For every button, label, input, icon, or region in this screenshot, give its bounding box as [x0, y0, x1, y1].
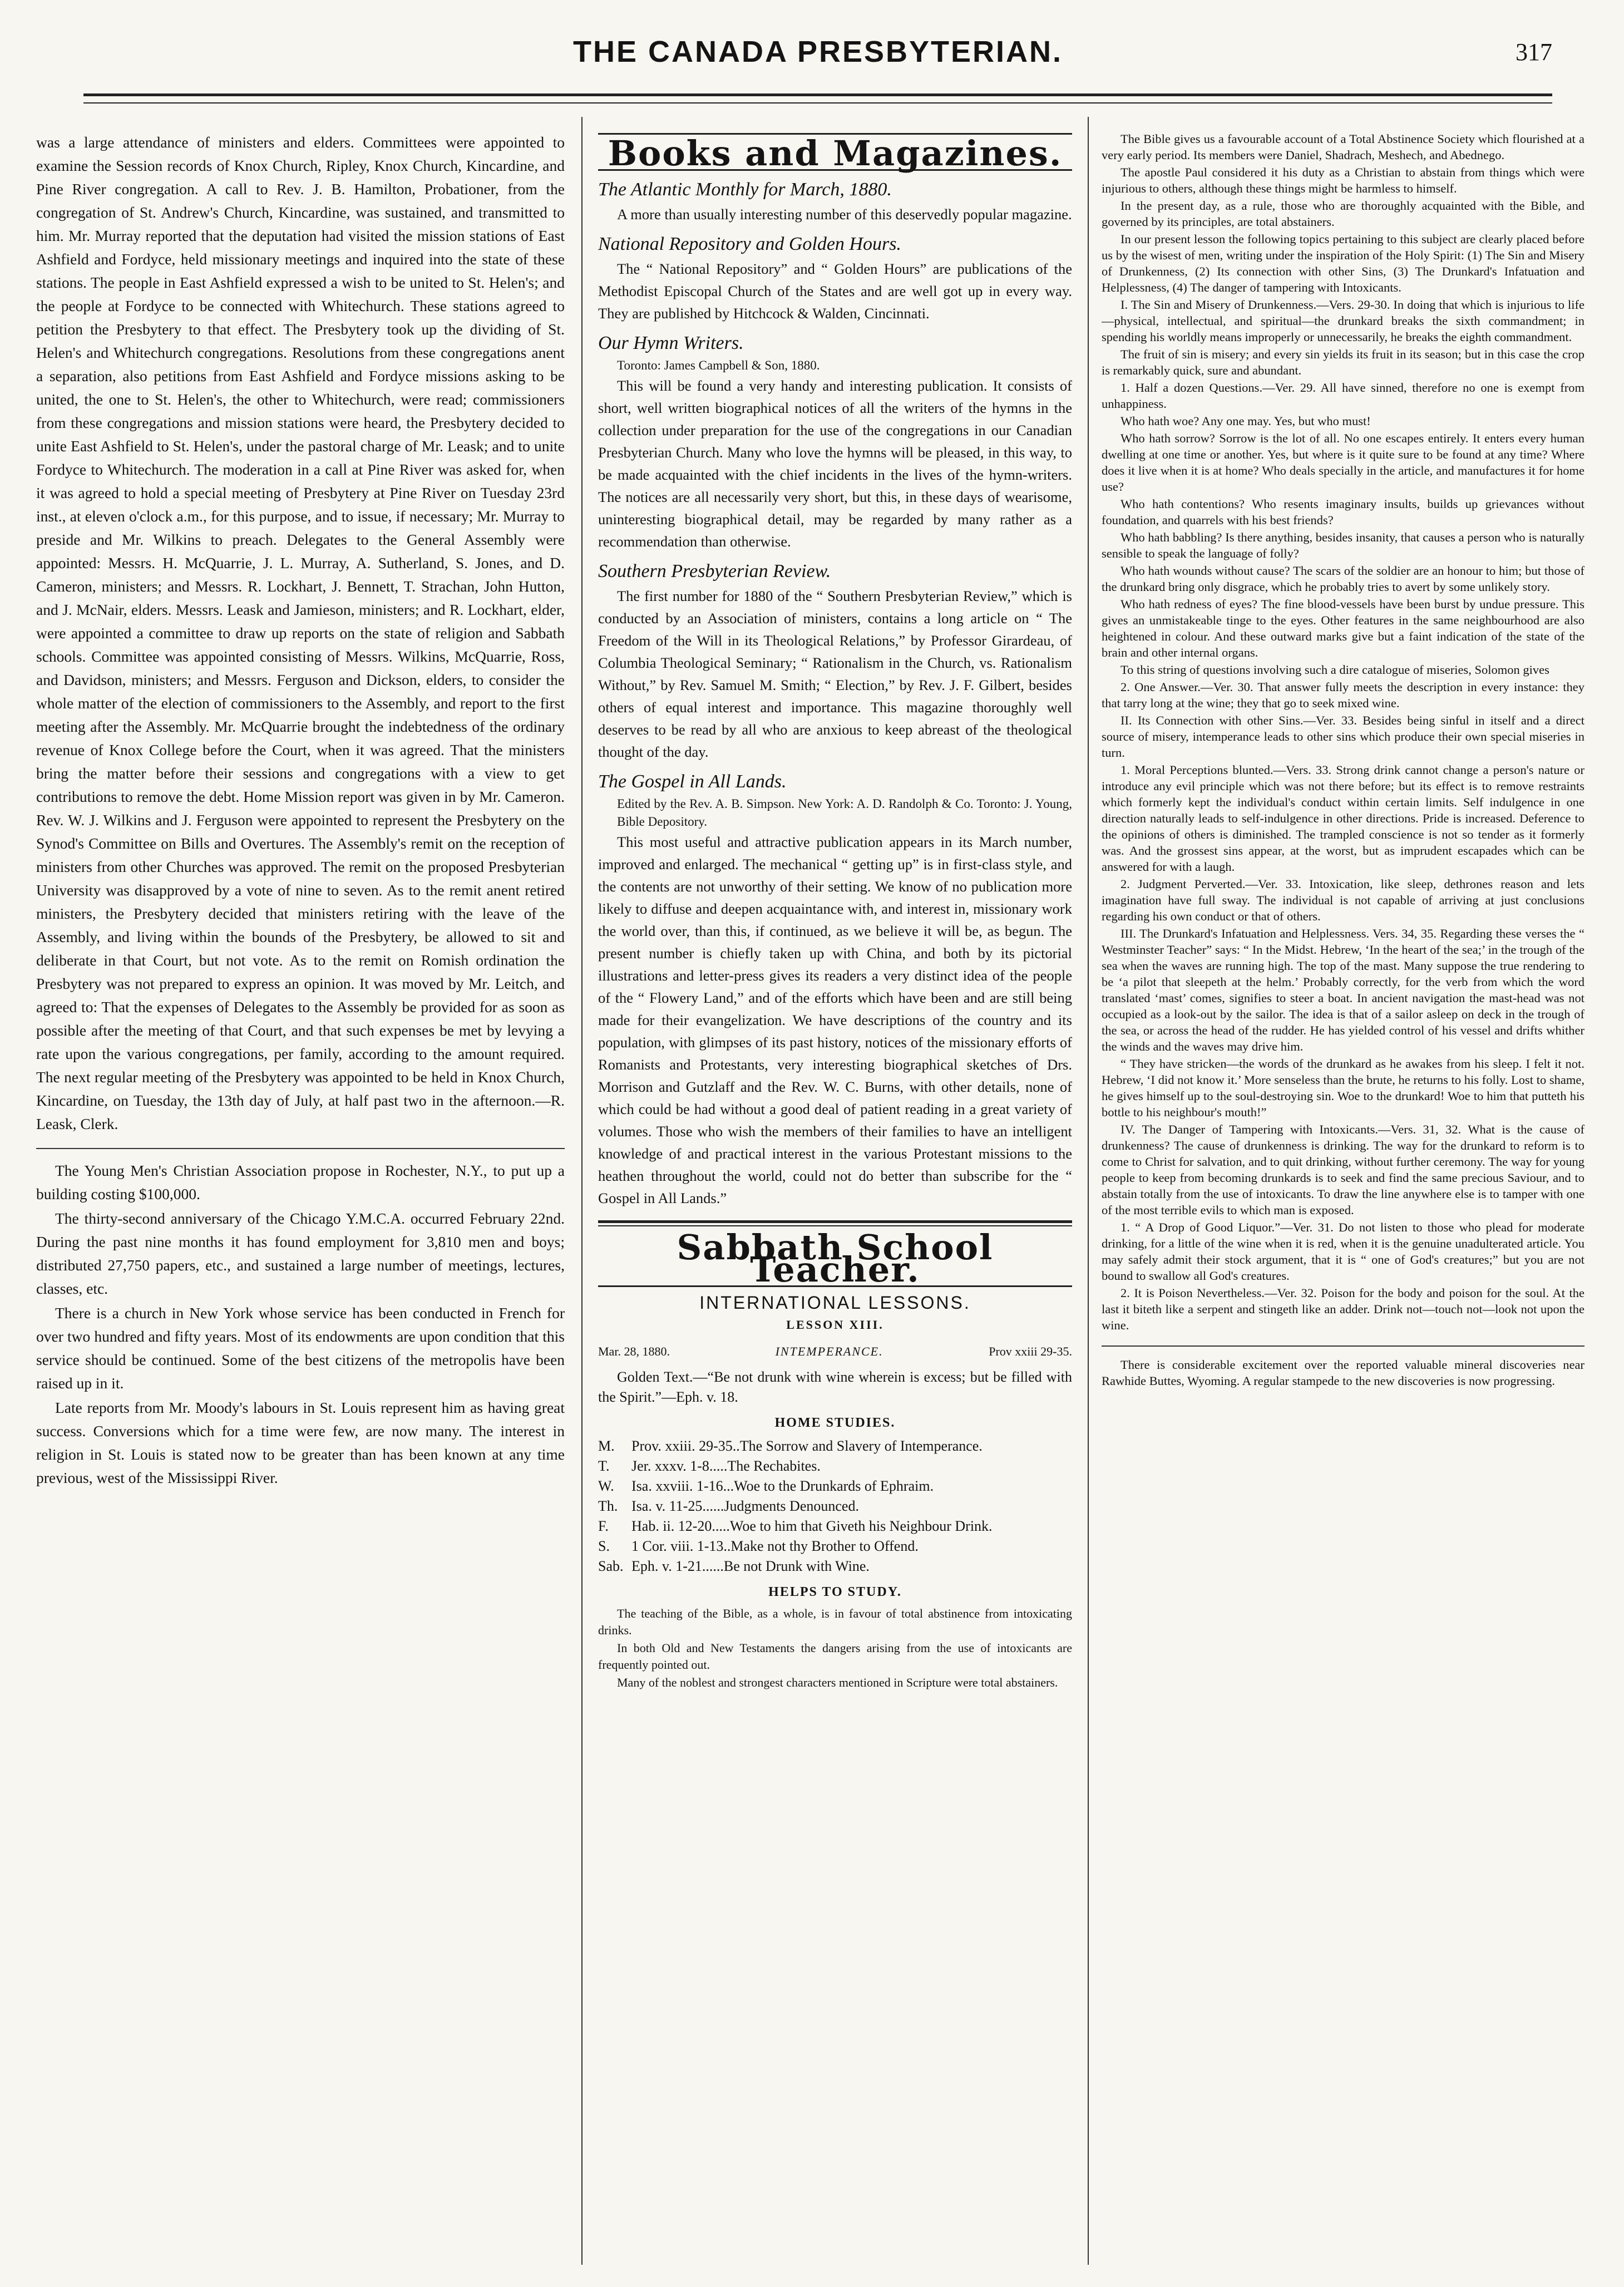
column-3 [1102, 131, 1584, 2262]
book-title: Our Hymn Writers. [598, 333, 744, 353]
column-divider [581, 117, 583, 2265]
lesson-paragraph: Who hath redness of eyes? The fine blood-vessels have been burst by undue pressure. This gives an unmistakeable tinge to the eyes. Other features in the same neighbourhood are also heightened in colour. And these outward marks give but a faint indication of the state of the brain and other internal organs. [1102, 597, 1584, 659]
home-studies-heading: HOME STUDIES. [774, 1416, 896, 1430]
lesson-paragraph: 1. Moral Perceptions blunted.—Vers. 33. Strong drink cannot change a person's nature or introduce any evil principle which was not there before; but its effect is to remove restraints which formerly kept the individual's conduct within certain limits. Self indulgence in one direction naturally leads to self-indulgence in other directions. Pride is increased. Deference to the opinions of others is diminished. The trampled conscience is not so tender as it formerly was. And the grossest sins appear, at the worst, but as imprudent escapades which can be answered for with a laugh. [1102, 763, 1584, 874]
book-title: National Repository and Golden Hours. [598, 234, 901, 254]
lesson-paragraph: I. The Sin and Misery of Drunkenness.—Vers. 29-30. In doing that which is injurious to life—physical, intellectual, and spiritual—the drunkard breaks the sixth commandment; in spending his worldly means improperly or unnecessarily, he breaks the eighth commandment. [1102, 298, 1584, 344]
book-title: The Gospel in All Lands. [598, 771, 787, 792]
study-day: F. [598, 1518, 609, 1534]
lesson-paragraph: Who hath babbling? Is there anything, besides insanity, that causes a person who is naturally sensible to speak the language of folly? [1102, 530, 1584, 560]
study-day: Th. [598, 1498, 618, 1514]
lesson-paragraph: Who hath wounds without cause? The scars of the soldier are an honour to him; but those of the drunkard bring only disgrace, which he probably tries to avert by some unlikely story. [1102, 564, 1584, 594]
lesson-paragraph: The fruit of sin is misery; and every sin yields its fruit in its season; but in this case the crop is remarkably quick, sure and abundant. [1102, 347, 1584, 377]
lesson-paragraph: IV. The Danger of Tampering with Intoxicants.—Vers. 31, 32. What is the cause of drunkenness? The cause of drunkenness is drinking. The way for the drunkard to reform is to come to Christ for salvation, and to quit drinking, without further ceremony. The way for young people to keep from becoming drunkards is to seek and find the same precious Saviour, and to abstain totally from the use of intoxicants. To draw the line anywhere else is to tamper with one of the most terrible evils to which man is exposed. [1102, 1122, 1584, 1217]
book-review: A more than usually interesting number of this deservedly popular magazine. [617, 206, 1072, 223]
page-number: 317 [1516, 38, 1552, 66]
list-item [598, 1436, 1072, 1456]
divider [1102, 1345, 1584, 1347]
study-text: Eph. v. 1-21......Be not Drunk with Wine. [631, 1558, 870, 1574]
news-item: There is a church in New York whose service has been conducted in French for over two hundred and fifty years. Most of its endowments are upon condition that this service should be continued. Some of the best citizens of the metropolis have been raised up in it. [36, 1304, 565, 1392]
study-day: T. [598, 1458, 610, 1474]
lesson-paragraph: Who hath sorrow? Sorrow is the lot of all. No one escapes entirely. It enters every human dwelling at one time or another. Yes, but where is it quite sure to be found at any time? Where does it live when it is at home? Who deals specially in the article, and manufactures it for home use? [1102, 431, 1584, 494]
lesson-paragraph: Who hath woe? Any one may. Yes, but who must! [1120, 414, 1371, 428]
presbytery-report: was a large attendance of ministers and elders. Committees were appointed to examine the Session records of Knox Church, Ripley, Knox Church, Kincardine, and Pine River congregation. A call to Rev. J. B. Hamilton, Probationer, from the congregation of St. Andrew's Church, Kincardine, was sustained, and transmitted to him. Mr. Murray reported that the deputation had visited the mission stations of East Ashfield and Fordyce, held missionary meetings and inquired into the state of these stations. The people in East Ashfield expressed a wish to be united to St. Helen's; and the people at Fordyce to be connected with Whitechurch. These stations agreed to petition the Presbytery to that effect. The Presbytery took up the dividing of St. Helen's and Whitechurch congregations. Resolutions from these congregations anent a separation, also petitions from East Ashfield and Fordyce missions asking to be united, the one to St. Helen's, the other to Whitechurch, were read; commissioners from these congregations and mission stations were heard, the Presbytery decided to unite East Ashfield to St. Helen's, under the pastoral charge of Mr. Leask; and to unite Fordyce to Whitechurch. The moderation in a call at Pine River was asked for, when it was agreed to hold a special meeting of Presbytery at Pine River on Tuesday 23rd inst., at eleven o'clock a.m., for this purpose, and to issue, if necessary; Mr. Murray to preside and Mr. Wilkins to preach. Delegates to the General Assembly were appointed: Messrs. H. McQuarrie, J. L. Murray, A. Sutherland, S. Jones, and D. Cameron, ministers; and Messrs. R. Lockhart, J. Bennett, T. Strachan, John Hutton, and J. McNair, elders. Messrs. Leask and Jamieson, ministers; and R. Lockhart, elder, were appointed a committee to draw up reports on the state of religion and Sabbath schools. Committee was appointed consisting of Messrs. Wilkins, McQuarrie, Ross, and Davidson, ministers; and Messrs. Ferguson and Dickson, elders, to consider the whole matter of the election of commissioners to the Assembly, and report to the first meeting after the Assembly. Mr. McQuarrie brought the indebtedness of the ordinary revenue of Knox College before the Court, when it was agreed. That the ministers bring the matter before their sessions and congregations with a view to get contributions to remove the debt. Home Mission report was given in by Mr. Cameron. Rev. W. J. Wilkins and J. Ferguson were appointed to represent the Presbytery on the Synod's Committee on Bills and Overtures. The Assembly's remit on the reception of ministers from other Churches was approved. The remit on the proposed Presbyterian University was disapproved by a vote of nine to seven. As to the remit anent retired ministers, the Presbytery decided that ministers retiring with the leave of the Assembly, and living within the bounds of the Presbytery, be allowed to sit and deliberate in that Court, but not vote. As to the remit on Romish ordination the Presbytery was not prepared to express an opinion. It was moved by Mr. Leitch, and agreed to: That the expenses of Delegates to the Assembly be provided for as soon as possible after the meeting of that Court, and that such expenses be met by levying a rate upon the various congregations, per family, according to the amount required. The next regular meeting of the Presbytery was appointed to be held in Knox Church, Kincardine, on Tuesday, the 13th day of July, at half past two in the afternoon.—R. Leask, Clerk. [36, 134, 565, 1132]
lesson-paragraph: To this string of questions involving such a dire catalogue of miseries, Solomon gives [1120, 663, 1549, 677]
lesson-name: INTEMPERANCE. [775, 1344, 883, 1358]
news-item: The Young Men's Christian Association propose in Rochester, N.Y., to put up a building costing $100,000. [36, 1162, 565, 1202]
books-section-title: Books and Magazines. [608, 133, 1063, 174]
study-text: Jer. xxxv. 1-8.....The Rechabites. [631, 1458, 821, 1474]
book-review: The “ National Repository” and “ Golden Hours” are publications of the Methodist Episcopal Church of the States and are well got up in every way. They are published by Hitchcock & Walden, Cincinnati. [598, 260, 1072, 322]
lesson-paragraph: “ They have stricken—the words of the drunkard as he awakes from his sleep. I felt it not. Hebrew, ‘I did not know it.’ More senseless than the brute, he returns to his folly. Lost to shame, he gives himself up to the soul-destroying sin. Woe to the drunkard! Woe to him that putteth his bottle to his neighbour's mouth!” [1102, 1057, 1584, 1119]
book-title: Southern Presbyterian Review. [598, 561, 831, 581]
study-day: S. [598, 1538, 610, 1554]
lesson-paragraph: Who hath contentions? Who resents imaginary insults, builds up grievances without foundation, and quarrels with his best friends? [1102, 497, 1584, 527]
book-review: This will be found a very handy and interesting publication. It consists of short, well written biographical notices of all the writers of the hymns in the collection under preparation for the use of the congregations in our Canadian Presbyterian Church. Many who love the hymns will be pleased, in this way, to be made acquainted with the chief incidents in the lives of the hymn-writers. The notices are all necessarily very short, but this, in these days of wearisome, uninteresting biographical detail, may be regarded by many rather as a recommendation than otherwise. [598, 377, 1072, 550]
study-text: Prov. xxiii. 29-35..The Sorrow and Slavery of Intemperance. [631, 1438, 983, 1454]
page-header [83, 34, 1552, 90]
help-paragraph: Many of the noblest and strongest characters mentioned in Scripture were total abstainers. [617, 1675, 1058, 1689]
news-item: The thirty-second anniversary of the Chicago Y.M.C.A. occurred February 22nd. During the past nine months it has found employment for 3,810 men and boys; distributed 27,750 papers, etc., and sustained a large number of meetings, lectures, classes, etc. [36, 1210, 565, 1297]
news-item: Late reports from Mr. Moody's labours in St. Louis represent him as having great success. Conversions which for a time were few, are now many. The interest in religion in St. Louis is stated now to be greater than has been known at any time previous, west of the Mississippi River. [36, 1399, 565, 1486]
help-paragraph: The teaching of the Bible, as a whole, is in favour of total abstinence from intoxicating drinks. [598, 1606, 1072, 1637]
header-rule [83, 93, 1552, 96]
lesson-paragraph: In our present lesson the following topics pertaining to this subject are clearly placed before us by the wisest of men, writing under the inspiration of the Holy Spirit: (1) The Sin and Misery of Drunkenness, (2) Its connection with other Sins, (3) The Drunkard's Infatuation and Helplessness, (4) The danger of tampering with Intoxicants. [1102, 232, 1584, 294]
study-day: Sab. [598, 1558, 624, 1574]
list-item [598, 1456, 1072, 1476]
help-paragraph: In both Old and New Testaments the dangers arising from the use of intoxicants are frequently pointed out. [598, 1641, 1072, 1672]
list-item [598, 1476, 1072, 1496]
lesson-info [598, 1340, 1072, 1363]
lesson-paragraph: 1. “ A Drop of Good Liquor.”—Ver. 31. Do not listen to those who plead for moderate drinking, for a little of the wine when it is red, when it is the genuine unadulterated article. You may safely admit their stock argument, that it is “ one of God's creatures;” but you are not bound to swallow all God's creatures. [1102, 1220, 1584, 1283]
list-item [598, 1536, 1072, 1556]
news-item: There is considerable excitement over the reported valuable mineral discoveries near Rawhide Buttes, Wyoming. A regular stampede to the new discoveries is now progressing. [1102, 1358, 1584, 1388]
book-review: This most useful and attractive publication appears in its March number, improved and enlarged. The mechanical “ getting up” is in first-class style, and the contents are not unworthy of their setting. We know of no publication more likely to diffuse and deepen acquaintance with, and interest in, missionary work the world over, than this, if continued, as we believe it will be, as begun. The present number is chiefly taken up with China, and both by its pictorial illustrations and letter-press gives its readers a very distinct idea of the people of the “ Flowery Land,” and of the efforts which have been and are still being made for their evangelization. We have descriptions of the country and its population, with glimpses of its past history, notices of the missionary efforts of Romanists and Protestants, very interesting biographical sketches of Drs. Morrison and Gutzlaff and the Rev. W. C. Burns, with other details, none of which could be had without a good deal of patient reading in a great variety of volumes. Those who wish the members of their families to have an intelligent knowledge of and practical interest in the various Protestant missions to the heathen throughout the world, could not do better than subscribe for the “ Gospel in All Lands.” [598, 834, 1072, 1206]
section-rule [598, 1220, 1072, 1223]
lesson-reference: Prov xxiii 29-35. [989, 1344, 1072, 1358]
column-divider [1088, 117, 1089, 2265]
lesson-paragraph: In the present day, as a rule, those who are thoroughly acquainted with the Bible, and governed by its principles, are total abstainers. [1102, 199, 1584, 229]
book-publisher: Toronto: James Campbell & Son, 1880. [617, 358, 820, 372]
section-rule-thin [598, 1225, 1072, 1226]
list-item [598, 1516, 1072, 1536]
lesson-paragraph: The Bible gives us a favourable account of a Total Abstinence Society which flourished at a very early period. Its members were Daniel, Shadrach, Meshech, and Abednego. [1102, 132, 1584, 162]
book-review: The first number for 1880 of the “ Southern Presbyterian Review,” which is conducted by an Association of ministers, contains a long article on “ The Freedom of the Will in its Theological Relations,” by Professor Girardeau, of Columbia Theological Seminary; “ Rationalism in the Church, vs. Rationalism Without,” by Rev. Samuel M. Smith; “ Election,” by Rev. J. F. Gilbert, besides others of equal interest and importance. This magazine thoroughly well deserves to be read by all who are anxious to keep abreast of the theological thought of the day. [598, 588, 1072, 760]
lesson-paragraph: 2. One Answer.—Ver. 30. That answer fully meets the description in every instance: they that tarry long at the wine; they that go to seek mixed wine. [1102, 680, 1584, 710]
lesson-paragraph: 2. It is Poison Nevertheless.—Ver. 32. Poison for the body and poison for the soul. At the last it biteth like a serpent and stingeth like an adder. Drink not—touch not—look not upon the wine. [1102, 1286, 1584, 1332]
international-lessons-heading: INTERNATIONAL LESSONS. [699, 1293, 971, 1313]
golden-text: Golden Text.—“Be not drunk with wine wherein is excess; but be filled with the Spirit.”—Eph. v. 18. [598, 1369, 1072, 1405]
lesson-paragraph: 1. Half a dozen Questions.—Ver. 29. All have sinned, therefore no one is exempt from unhappiness. [1102, 381, 1584, 411]
study-text: Isa. xxviii. 1-16...Woe to the Drunkards of Ephraim. [631, 1478, 934, 1494]
column-1 [36, 131, 565, 2262]
helps-heading: HELPS TO STUDY. [768, 1585, 902, 1599]
study-day: W. [598, 1478, 614, 1494]
column-2 [598, 131, 1072, 2262]
home-studies-list [598, 1436, 1072, 1576]
lesson-number: LESSON XIII. [786, 1318, 884, 1332]
divider [36, 1148, 565, 1149]
lesson-paragraph: 2. Judgment Perverted.—Ver. 33. Intoxication, like sleep, dethrones reason and lets imagination have full sway. The individual is not capable of arriving at just conclusions regarding his own conduct or that of others. [1102, 877, 1584, 923]
study-text: Isa. v. 11-25......Judgments Denounced. [631, 1498, 859, 1514]
book-title: The Atlantic Monthly for March, 1880. [598, 179, 892, 200]
lesson-paragraph: The apostle Paul considered it his duty as a Christian to abstain from things which were injurious to others, although these things might be harmless to himself. [1102, 165, 1584, 195]
list-item [598, 1556, 1072, 1576]
sabbath-section-title: Sabbath School Teacher. [677, 1227, 994, 1290]
lesson-date: Mar. 28, 1880. [598, 1344, 670, 1358]
study-text: Hab. ii. 12-20.....Woe to him that Giveth his Neighbour Drink. [631, 1518, 993, 1534]
book-publisher: Edited by the Rev. A. B. Simpson. New York: A. D. Randolph & Co. Toronto: J. Young, Bible Depository. [617, 797, 1072, 829]
list-item [598, 1496, 1072, 1516]
lesson-paragraph: III. The Drunkard's Infatuation and Helplessness. Vers. 34, 35. Regarding these verses the “ Westminster Teacher” says: “ In the Midst. Hebrew, ‘In the heart of the sea;’ in the trough of the sea when the waves are running high. The top of the mast. Many suppose the true rendering to be ‘a pilot that sleepeth at the helm.’ Probably correctly, for the verb from which the word translated ‘mast’ comes, signifies to steer a boat. In ancient navigation the mast-head was not occupied as a look-out by the sailor. The idea is that of a sailor asleep on deck in the trough of the sea, or across the head of the rudder. He has yielded control of his vessel and drifts whither the winds and the waves may drive him. [1102, 926, 1584, 1053]
header-rule-thin [83, 102, 1552, 103]
study-text: 1 Cor. viii. 1-13..Make not thy Brother to Offend. [631, 1538, 919, 1554]
lesson-paragraph: II. Its Connection with other Sins.—Ver. 33. Besides being sinful in itself and a direct source of misery, intemperance leads to other sins which produce their own special miseries in turn. [1102, 713, 1584, 760]
masthead: THE CANADA PRESBYTERIAN. [572, 35, 1063, 68]
study-day: M. [598, 1438, 615, 1454]
